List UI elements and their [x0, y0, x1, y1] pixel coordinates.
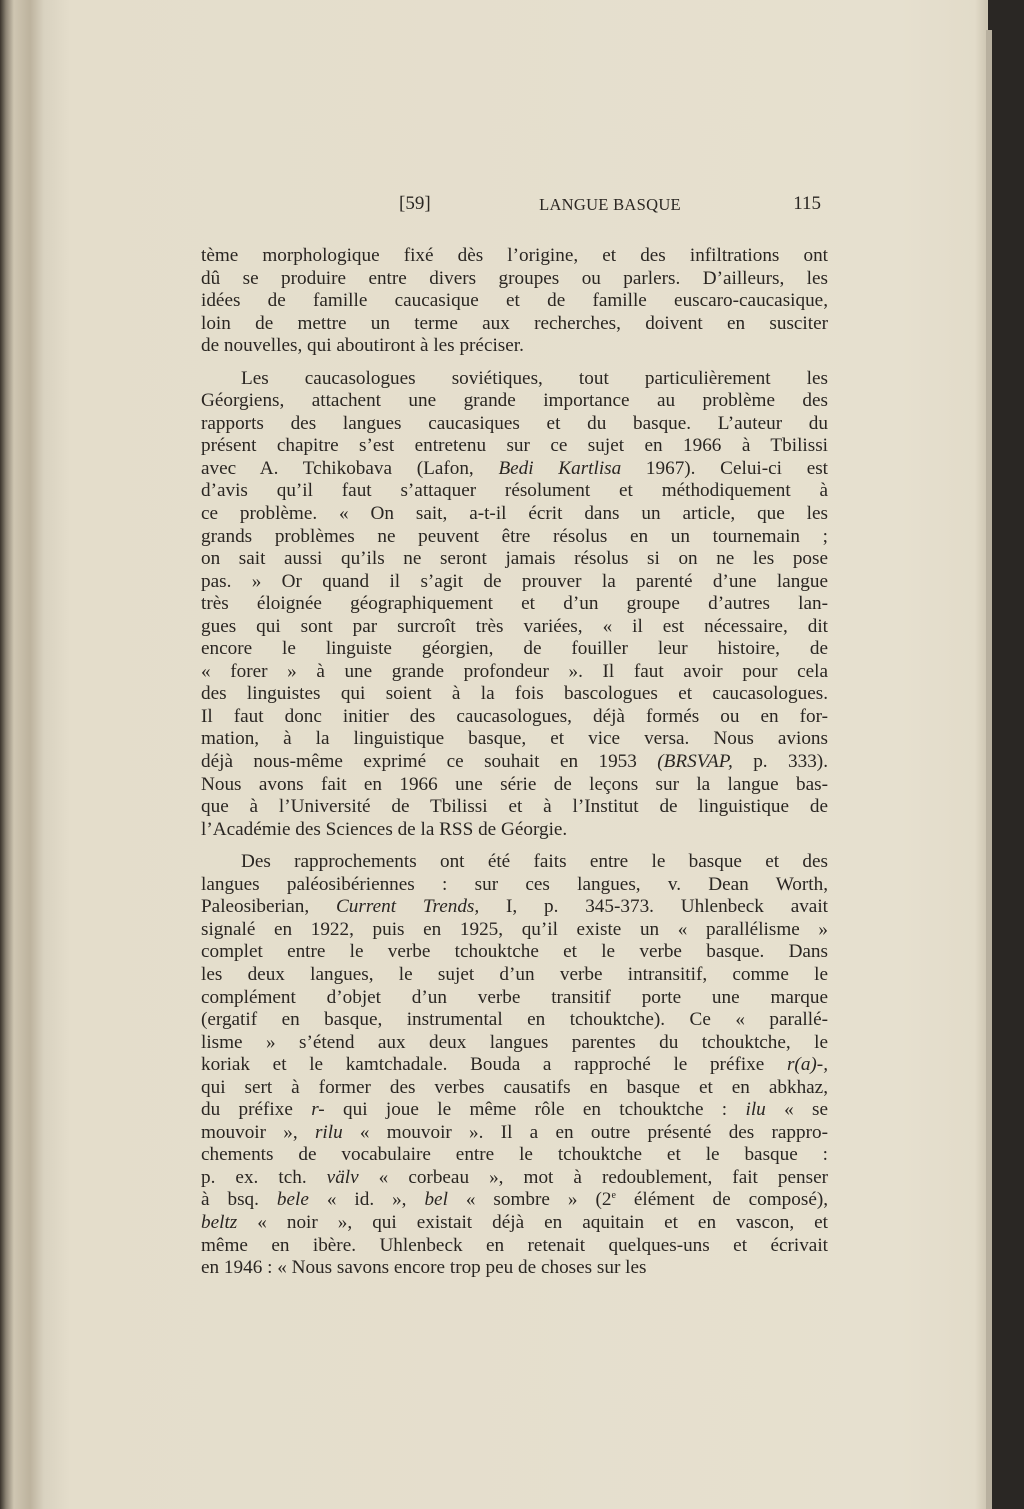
text-line: [201, 751, 828, 774]
running-title: LANGUE BASQUE: [539, 195, 681, 214]
text-line: [201, 1212, 828, 1235]
text-line: [201, 1054, 828, 1077]
section-number: [59]: [399, 193, 431, 214]
text-line: [201, 1032, 828, 1055]
text-line: [201, 941, 828, 964]
text-line: [201, 919, 828, 942]
text-line: [201, 1122, 828, 1145]
text-segment: chements de vocabulaire entre le tchouktche et le basque :: [201, 1144, 828, 1166]
text-segment: lisme » s’étend aux deux langues parentes du tchouktche, le: [201, 1031, 828, 1053]
text-segment: Paleosiberian,: [201, 896, 336, 918]
text-line: [201, 728, 828, 751]
italic-text: ilu: [745, 1099, 766, 1121]
text-line: [201, 290, 828, 313]
text-line: [201, 1257, 828, 1280]
text-segment: 1967). Celui-ci est: [621, 457, 829, 479]
text-segment: Nous avons fait en 1966 une série de leçons sur la langue bas-: [201, 773, 828, 795]
text-segment: p. 333).: [732, 751, 828, 773]
text-line: [201, 458, 828, 481]
text-segment: qui sert à former des verbes causatifs en basque et en abkhaz,: [201, 1076, 828, 1098]
text-segment: langues paléosibériennes : sur ces langues, v. Dean Worth,: [201, 873, 828, 895]
text-segment: en 1946 : « Nous savons encore trop peu de choses sur les: [201, 1257, 647, 1279]
text-line: [201, 548, 828, 571]
text-segment: même en ibère. Uhlenbeck en retenait quelques-uns et écrivait: [201, 1234, 828, 1256]
text-segment: rapports des langues caucasiques et du basque. L’auteur du: [201, 412, 828, 434]
page-number: 115: [793, 193, 821, 214]
text-segment: « forer » à une grande profondeur ». Il faut avoir pour cela: [201, 660, 828, 682]
text-segment: de nouvelles, qui aboutiront à les préciser.: [201, 335, 524, 357]
text-segment: mouvoir »,: [201, 1121, 315, 1143]
italic-text: r-: [311, 1099, 325, 1121]
text-line: [201, 593, 828, 616]
text-line: [201, 638, 828, 661]
text-line: [201, 245, 828, 268]
text-line: [201, 851, 828, 874]
text-segment: « corbeau », mot à redoublement, fait penser: [358, 1166, 828, 1188]
text-segment: complément d’objet d’un verbe transitif porte une marque: [201, 986, 828, 1008]
text-segment: I, p. 345-373. Uhlenbeck avait: [479, 896, 828, 918]
text-segment: « se: [765, 1099, 829, 1121]
text-line: [201, 683, 828, 706]
text-line: [201, 1144, 828, 1167]
text-line: [201, 661, 828, 684]
text-segment: « noir », qui existait déjà en aquitain et en vascon, et: [237, 1211, 828, 1233]
text-segment: dû se produire entre divers groupes ou parlers. D’ailleurs, les: [201, 267, 828, 289]
text-segment: pas. » Or quand il s’agit de prouver la parenté d’une langue: [201, 570, 828, 592]
text-segment: p. ex. tch.: [201, 1166, 327, 1188]
text-line: [201, 874, 828, 897]
text-segment: avec A. Tchikobava (Lafon,: [201, 457, 499, 479]
italic-text: bel: [424, 1189, 448, 1211]
text-line: [201, 368, 828, 391]
text-line: [201, 313, 828, 336]
superscript-text: e: [611, 1190, 616, 1202]
text-line: [201, 964, 828, 987]
text-segment: à bsq.: [201, 1189, 277, 1211]
text-segment: très éloignée géographiquement et d’un groupe d’autres lan-: [201, 593, 828, 615]
text-segment: d’avis qu’il faut s’attaquer résolument et méthodiquement à: [201, 480, 828, 502]
text-line: [201, 1235, 828, 1258]
text-segment: signalé en 1922, puis en 1925, qu’il existe un « parallélisme »: [201, 918, 828, 940]
italic-text: r(a)-,: [786, 1054, 828, 1076]
italic-text: Bedi Kartlisa: [498, 457, 622, 479]
text-segment: des linguistes qui soient à la fois bascologues et caucasologues.: [201, 683, 828, 705]
text-line: [201, 413, 828, 436]
text-line: [201, 335, 828, 358]
text-line: [201, 706, 828, 729]
text-segment: qui joue le même rôle en tchouktche :: [324, 1099, 746, 1121]
text-segment: élément de composé),: [615, 1189, 829, 1211]
italic-text: Current Trends,: [335, 896, 480, 918]
body-text: [201, 245, 828, 1280]
text-line: [201, 616, 828, 639]
text-line: [201, 1077, 828, 1100]
text-segment: gues qui sont par surcroît très variées, « il est nécessaire, dit: [201, 615, 828, 637]
italic-text: bele: [276, 1189, 309, 1211]
italic-text: välv: [326, 1166, 359, 1188]
italic-text: beltz: [201, 1211, 238, 1233]
text-line: [201, 1099, 828, 1122]
text-segment: grands problèmes ne peuvent être résolus en un tournemain ;: [201, 525, 828, 547]
text-line: [201, 526, 828, 549]
text-segment: Les caucasologues soviétiques, tout particulièrement les: [241, 367, 828, 389]
text-segment: du préfixe: [201, 1099, 312, 1121]
text-segment: l’Académie des Sciences de la RSS de Géorgie.: [201, 818, 568, 840]
text-line: [201, 435, 828, 458]
text-segment: loin de mettre un terme aux recherches, doivent en susciter: [201, 312, 828, 334]
text-line: [201, 819, 828, 842]
italic-text: rilu: [314, 1121, 343, 1143]
text-segment: Des rapprochements ont été faits entre le basque et des: [241, 851, 828, 873]
italic-text: (BRSVAP,: [657, 751, 733, 773]
text-segment: « id. »,: [308, 1189, 425, 1211]
text-segment: idées de famille caucasique et de famille euscaro-caucasique,: [201, 290, 828, 312]
text-line: [201, 1189, 828, 1212]
text-line: [201, 796, 828, 819]
text-segment: que à l’Université de Tbilissi et à l’Institut de linguistique de: [201, 796, 828, 818]
text-segment: complet entre le verbe tchouktche et le verbe basque. Dans: [201, 941, 828, 963]
text-line: [201, 1167, 828, 1190]
text-line: [201, 268, 828, 291]
paragraph: [201, 245, 828, 358]
text-segment: tème morphologique fixé dès l’origine, et des infiltrations ont: [201, 245, 828, 266]
text-line: [201, 774, 828, 797]
page-edge: [986, 30, 992, 1509]
paragraph: [201, 851, 828, 1279]
text-segment: Il faut donc initier des caucasologues, déjà formés ou en for-: [201, 705, 828, 727]
text-segment: déjà nous-même exprimé ce souhait en 1953: [201, 751, 658, 773]
text-line: [201, 480, 828, 503]
text-segment: encore le linguiste géorgien, de fouiller leur histoire, de: [201, 638, 828, 660]
text-segment: ce problème. « On sait, a-t-il écrit dans un article, que les: [201, 503, 828, 525]
text-segment: on sait aussi qu’ils ne seront jamais résolus si on ne les pose: [201, 548, 828, 570]
text-segment: mation, à la linguistique basque, et vice versa. Nous avions: [201, 728, 828, 750]
text-segment: présent chapitre s’est entretenu sur ce sujet en 1966 à Tbilissi: [201, 435, 828, 457]
text-segment: koriak et le kamtchadale. Bouda a rapproché le préfixe: [201, 1054, 787, 1076]
text-segment: « sombre » (2: [447, 1189, 612, 1211]
text-segment: « mouvoir ». Il a en outre présenté des rappro-: [342, 1121, 828, 1143]
text-line: [201, 896, 828, 919]
text-line: [201, 571, 828, 594]
paragraph: [201, 368, 828, 841]
text-line: [201, 987, 828, 1010]
running-header: [399, 193, 821, 221]
text-segment: (ergatif en basque, instrumental en tchouktche). Ce « parallé-: [201, 1009, 828, 1031]
text-segment: Géorgiens, attachent une grande importance au problème des: [201, 390, 828, 412]
text-line: [201, 390, 828, 413]
text-line: [201, 503, 828, 526]
text-line: [201, 1009, 828, 1032]
text-segment: les deux langues, le sujet d’un verbe intransitif, comme le: [201, 963, 828, 985]
